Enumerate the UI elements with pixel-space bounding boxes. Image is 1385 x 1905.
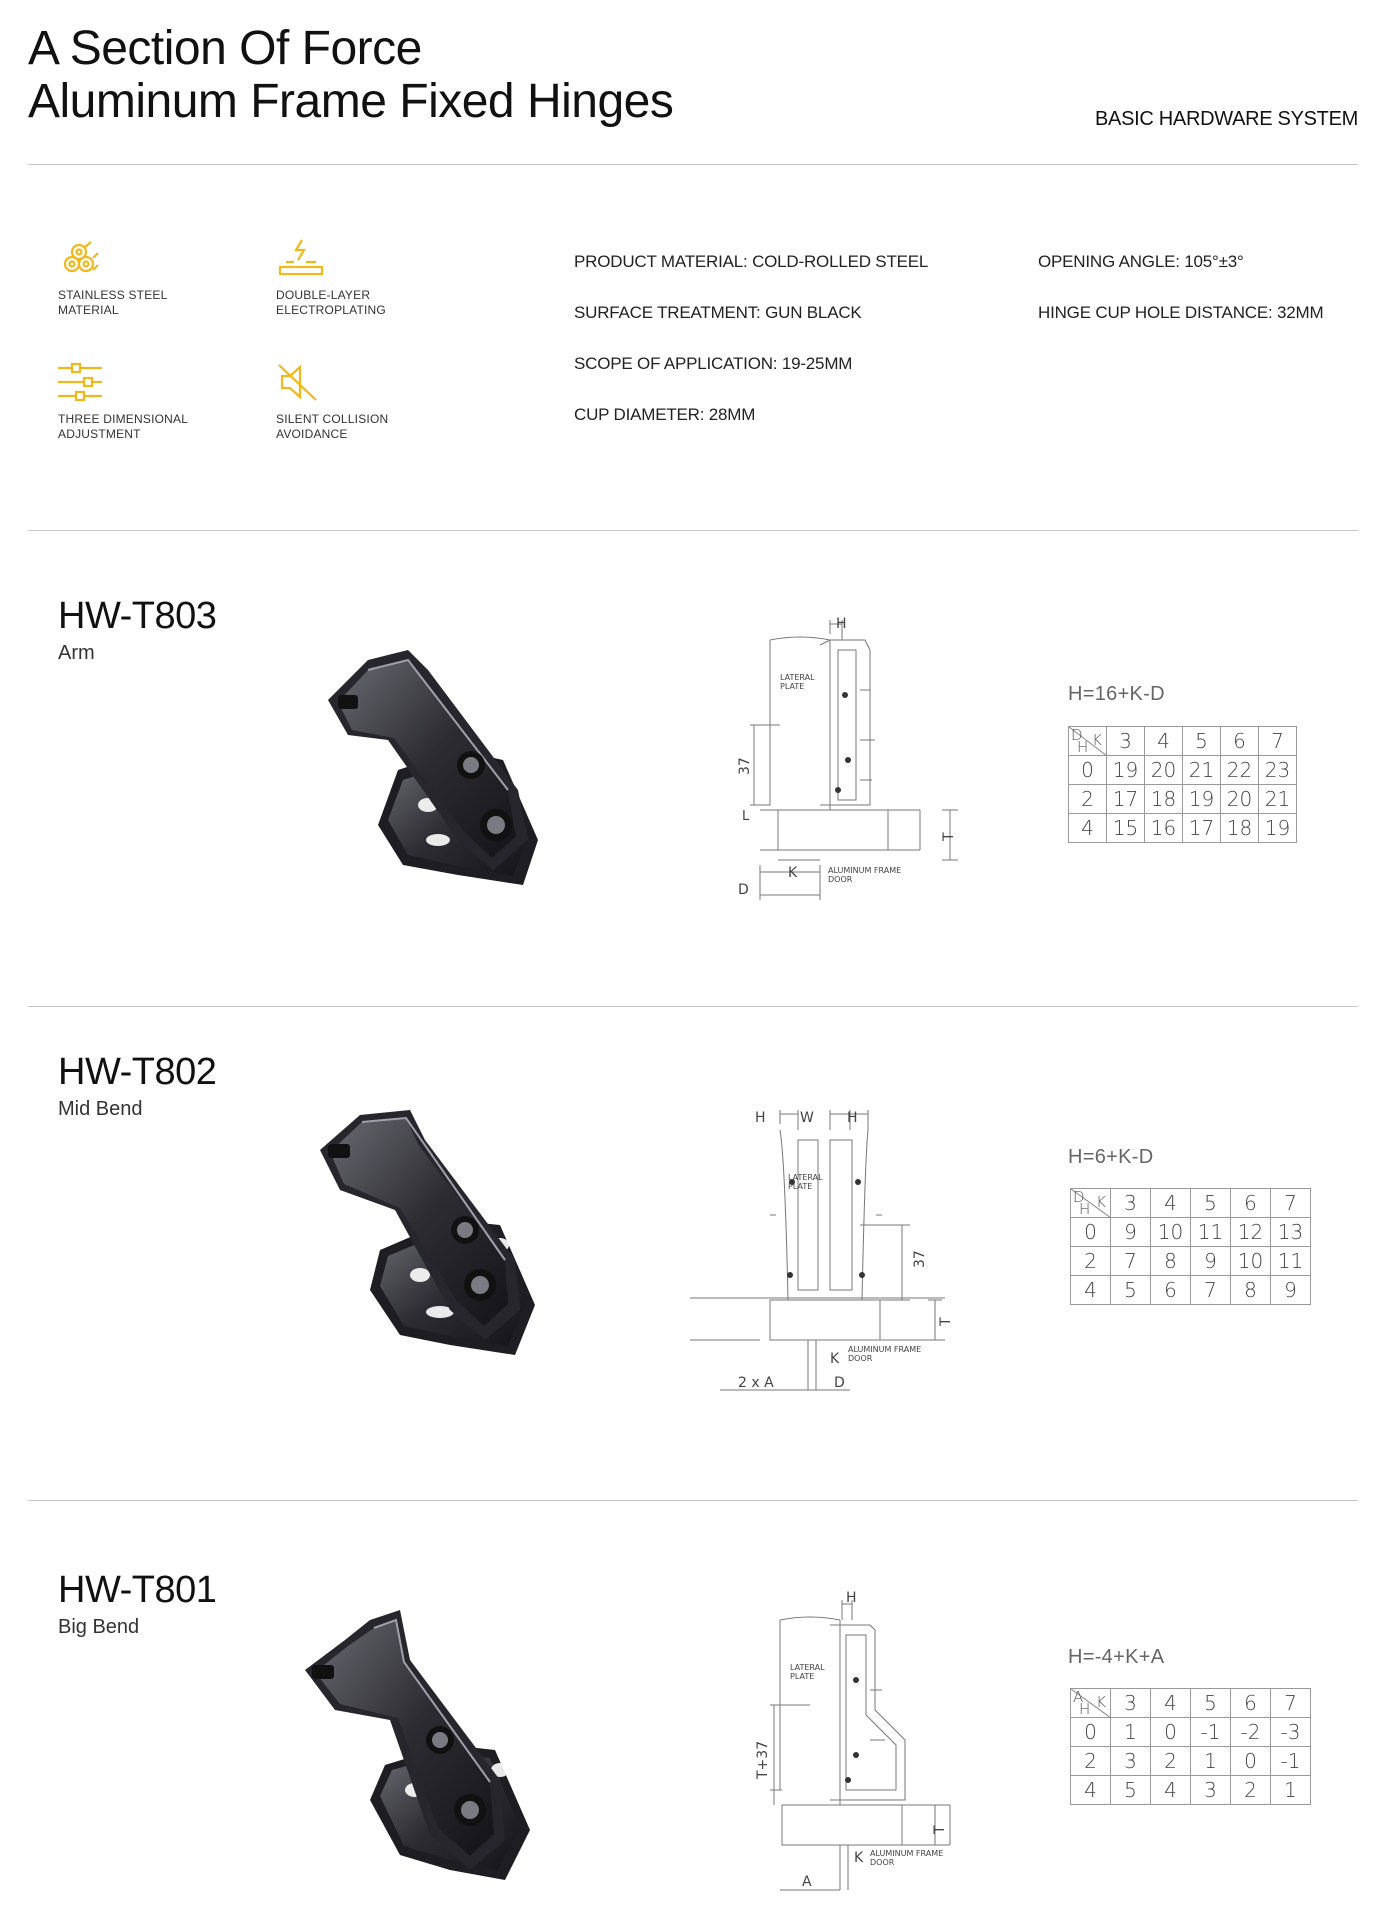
diagram-label-l: L (742, 809, 750, 824)
table-cell: 21 (1183, 756, 1221, 785)
diagram-label-door2: DOOR (870, 1858, 895, 1867)
feature-label-line1: SILENT COLLISION (276, 412, 389, 426)
diagram-label-lateral: LATERAL (780, 673, 815, 682)
table-cell: 11 (1271, 1247, 1311, 1276)
diagram-label-t: T (932, 1825, 948, 1834)
height-formula: H=6+K-D (1068, 1146, 1154, 1168)
row-label: 0 (1071, 1718, 1111, 1747)
table-cell: 7 (1191, 1276, 1231, 1305)
feature-label-line1: DOUBLE-LAYER (276, 288, 371, 302)
feature-label-line1: THREE DIMENSIONAL (58, 412, 189, 426)
page-title (28, 22, 673, 128)
k-header: 7 (1271, 1189, 1311, 1218)
divider (28, 1500, 1358, 1501)
feature-label-line2: MATERIAL (58, 303, 119, 317)
corner-top: A (1073, 1688, 1084, 1706)
diagram-label-plate: PLATE (788, 1182, 813, 1191)
diagram-label-dim: 37 (737, 757, 753, 775)
diagram-label-k: K (830, 1351, 840, 1367)
table-corner (1071, 1689, 1111, 1718)
table-cell: 10 (1151, 1218, 1191, 1247)
table-cell: 21 (1259, 785, 1297, 814)
spec-surface: SURFACE TREATMENT: GUN BLACK (574, 303, 862, 322)
product-heading (58, 1050, 216, 1121)
table-corner (1069, 727, 1107, 756)
corner-bottom: H (1079, 1200, 1091, 1218)
row-label: 4 (1069, 814, 1107, 843)
diagram-label-k: K (788, 865, 798, 881)
table-cell: 22 (1221, 756, 1259, 785)
model-type: Mid Bend (58, 1098, 143, 1120)
diagram-label-door1: ALUMINUM FRAME (870, 1849, 944, 1858)
diagram-label-lateral: LATERAL (788, 1173, 823, 1182)
product-heading (58, 1568, 216, 1639)
table-row (1069, 814, 1297, 843)
table-cell: -2 (1231, 1718, 1271, 1747)
feature-3d-adjustment (58, 362, 258, 442)
table-cell: 0 (1151, 1718, 1191, 1747)
diagram-label-w: W (800, 1110, 814, 1126)
divider (28, 1006, 1358, 1007)
table-row (1071, 1276, 1311, 1305)
diagram-label-dim: T+37 (755, 1740, 771, 1779)
installation-diagram (680, 610, 970, 910)
table-cell: 1 (1271, 1776, 1311, 1805)
row-label: 0 (1071, 1218, 1111, 1247)
diagram-label-h: H (846, 1590, 857, 1606)
product-heading (58, 594, 216, 665)
hinge-photo (308, 640, 588, 900)
k-header: 6 (1221, 727, 1259, 756)
table-cell: 5 (1111, 1776, 1151, 1805)
diagram-label-door2: DOOR (848, 1354, 873, 1363)
electroplating-icon (276, 238, 326, 278)
diagram-label-h1: H (755, 1110, 766, 1126)
table-cell: 9 (1111, 1218, 1151, 1247)
table-cell: 5 (1111, 1276, 1151, 1305)
table-row (1071, 1218, 1311, 1247)
diagram-label-a: 2 x A (738, 1375, 774, 1391)
k-header: 7 (1271, 1689, 1311, 1718)
spec-cup: CUP DIAMETER: 28MM (574, 405, 756, 424)
divider (28, 530, 1358, 531)
feature-silent-collision (276, 362, 476, 442)
table-cell: 6 (1151, 1276, 1191, 1305)
diagram-label-plate: PLATE (780, 682, 805, 691)
diagram-label-door1: ALUMINUM FRAME (848, 1345, 922, 1354)
table-cell: 8 (1151, 1247, 1191, 1276)
rods-icon (58, 238, 102, 278)
table-cell: 18 (1145, 785, 1183, 814)
row-label: 2 (1069, 785, 1107, 814)
height-formula: H=16+K-D (1068, 683, 1165, 705)
table-cell: 0 (1231, 1747, 1271, 1776)
diagram-label-lateral: LATERAL (790, 1663, 825, 1672)
table-cell: 2 (1151, 1747, 1191, 1776)
diagram-label-plate: PLATE (790, 1672, 815, 1681)
table-cell: -3 (1271, 1718, 1311, 1747)
corner-bottom: H (1079, 1700, 1091, 1718)
k-header: 3 (1111, 1689, 1151, 1718)
table-cell: 4 (1151, 1776, 1191, 1805)
table-cell: 1 (1191, 1747, 1231, 1776)
table-cell: 3 (1191, 1776, 1231, 1805)
table-cell: 19 (1183, 785, 1221, 814)
brand-label: BASIC HARDWARE SYSTEM (1095, 108, 1358, 130)
table-cell: 2 (1231, 1776, 1271, 1805)
diagram-label-h: H (836, 616, 847, 632)
title-line-2: Aluminum Frame Fixed Hinges (28, 75, 674, 128)
table-cell: 8 (1231, 1276, 1271, 1305)
diagram-label-door1: ALUMINUM FRAME (828, 866, 902, 875)
model-name: HW-T802 (58, 1051, 217, 1093)
k-header: 6 (1231, 1189, 1271, 1218)
corner-right: K (1096, 1693, 1106, 1711)
adjustment-sliders-icon (58, 362, 102, 402)
corner-top: D (1073, 1188, 1085, 1206)
corner-right: K (1092, 731, 1102, 749)
table-cell: 1 (1111, 1718, 1151, 1747)
table-cell: 20 (1221, 785, 1259, 814)
diagram-label-d: D (834, 1375, 845, 1391)
table-cell: 23 (1259, 756, 1297, 785)
k-header: 4 (1151, 1689, 1191, 1718)
corner-bottom: H (1077, 738, 1089, 756)
spec-material: PRODUCT MATERIAL: COLD-ROLLED STEEL (574, 252, 929, 271)
row-label: 4 (1071, 1776, 1111, 1805)
diagram-label-k: K (854, 1850, 864, 1866)
k-header: 5 (1191, 1689, 1231, 1718)
row-label: 4 (1071, 1276, 1111, 1305)
k-header: 7 (1259, 727, 1297, 756)
table-row (1071, 1747, 1311, 1776)
model-type: Arm (58, 642, 95, 664)
table-cell: 9 (1271, 1276, 1311, 1305)
table-cell: -1 (1271, 1747, 1311, 1776)
divider (28, 164, 1358, 165)
row-label: 2 (1071, 1247, 1111, 1276)
title-line-1: A Section Of Force (28, 22, 422, 75)
diagram-label-t: T (938, 1317, 954, 1326)
table-cell: 17 (1183, 814, 1221, 843)
spec-scope: SCOPE OF APPLICATION: 19-25MM (574, 354, 853, 373)
overlay-table (1068, 726, 1297, 843)
feature-label-line2: ADJUSTMENT (58, 427, 141, 441)
table-cell: 17 (1107, 785, 1145, 814)
table-cell: 18 (1221, 814, 1259, 843)
hinge-photo (290, 1600, 580, 1890)
installation-diagram (670, 1590, 960, 1900)
table-cell: 11 (1191, 1218, 1231, 1247)
table-row (1071, 1247, 1311, 1276)
k-header: 3 (1111, 1189, 1151, 1218)
table-cell: 19 (1107, 756, 1145, 785)
k-header: 5 (1191, 1189, 1231, 1218)
model-type: Big Bend (58, 1616, 140, 1638)
row-label: 2 (1071, 1747, 1111, 1776)
table-cell: 20 (1145, 756, 1183, 785)
feature-label-line1: STAINLESS STEEL (58, 288, 168, 302)
row-label: 0 (1069, 756, 1107, 785)
table-cell: 19 (1259, 814, 1297, 843)
diagram-label-d: D (738, 882, 749, 898)
k-header: 3 (1107, 727, 1145, 756)
k-header: 4 (1145, 727, 1183, 756)
table-cell: 13 (1271, 1218, 1311, 1247)
spec-angle: OPENING ANGLE: 105°±3° (1038, 252, 1244, 271)
feature-label-line2: AVOIDANCE (276, 427, 348, 441)
k-header: 5 (1183, 727, 1221, 756)
table-row (1071, 1718, 1311, 1747)
table-cell: 15 (1107, 814, 1145, 843)
table-cell: 12 (1231, 1218, 1271, 1247)
feature-label-line2: ELECTROPLATING (276, 303, 386, 317)
k-header: 6 (1231, 1689, 1271, 1718)
table-cell: 9 (1191, 1247, 1231, 1276)
table-row (1069, 785, 1297, 814)
corner-top: D (1071, 726, 1083, 744)
feature-stainless-steel (58, 238, 258, 318)
height-formula: H=-4+K+A (1068, 1646, 1165, 1668)
diagram-label-dim: 37 (912, 1250, 928, 1268)
overlay-table (1070, 1188, 1311, 1305)
k-header: 4 (1151, 1189, 1191, 1218)
table-corner (1071, 1189, 1111, 1218)
overlay-table (1070, 1688, 1311, 1805)
model-name: HW-T803 (58, 595, 217, 637)
model-name: HW-T801 (58, 1569, 217, 1611)
spec-hole: HINGE CUP HOLE DISTANCE: 32MM (1038, 303, 1324, 322)
installation-diagram (680, 1100, 970, 1400)
diagram-label-door2: DOOR (828, 875, 853, 884)
table-cell: 10 (1231, 1247, 1271, 1276)
diagram-label-t: T (941, 832, 957, 841)
mute-icon (276, 362, 320, 402)
feature-electroplating (276, 238, 476, 318)
table-cell: 7 (1111, 1247, 1151, 1276)
table-cell: 16 (1145, 814, 1183, 843)
table-cell: -1 (1191, 1718, 1231, 1747)
diagram-label-a: A (802, 1874, 812, 1890)
table-row (1069, 756, 1297, 785)
corner-right: K (1096, 1193, 1106, 1211)
diagram-label-h2: H (847, 1110, 858, 1126)
table-cell: 3 (1111, 1747, 1151, 1776)
hinge-photo (300, 1100, 580, 1370)
table-row (1071, 1776, 1311, 1805)
